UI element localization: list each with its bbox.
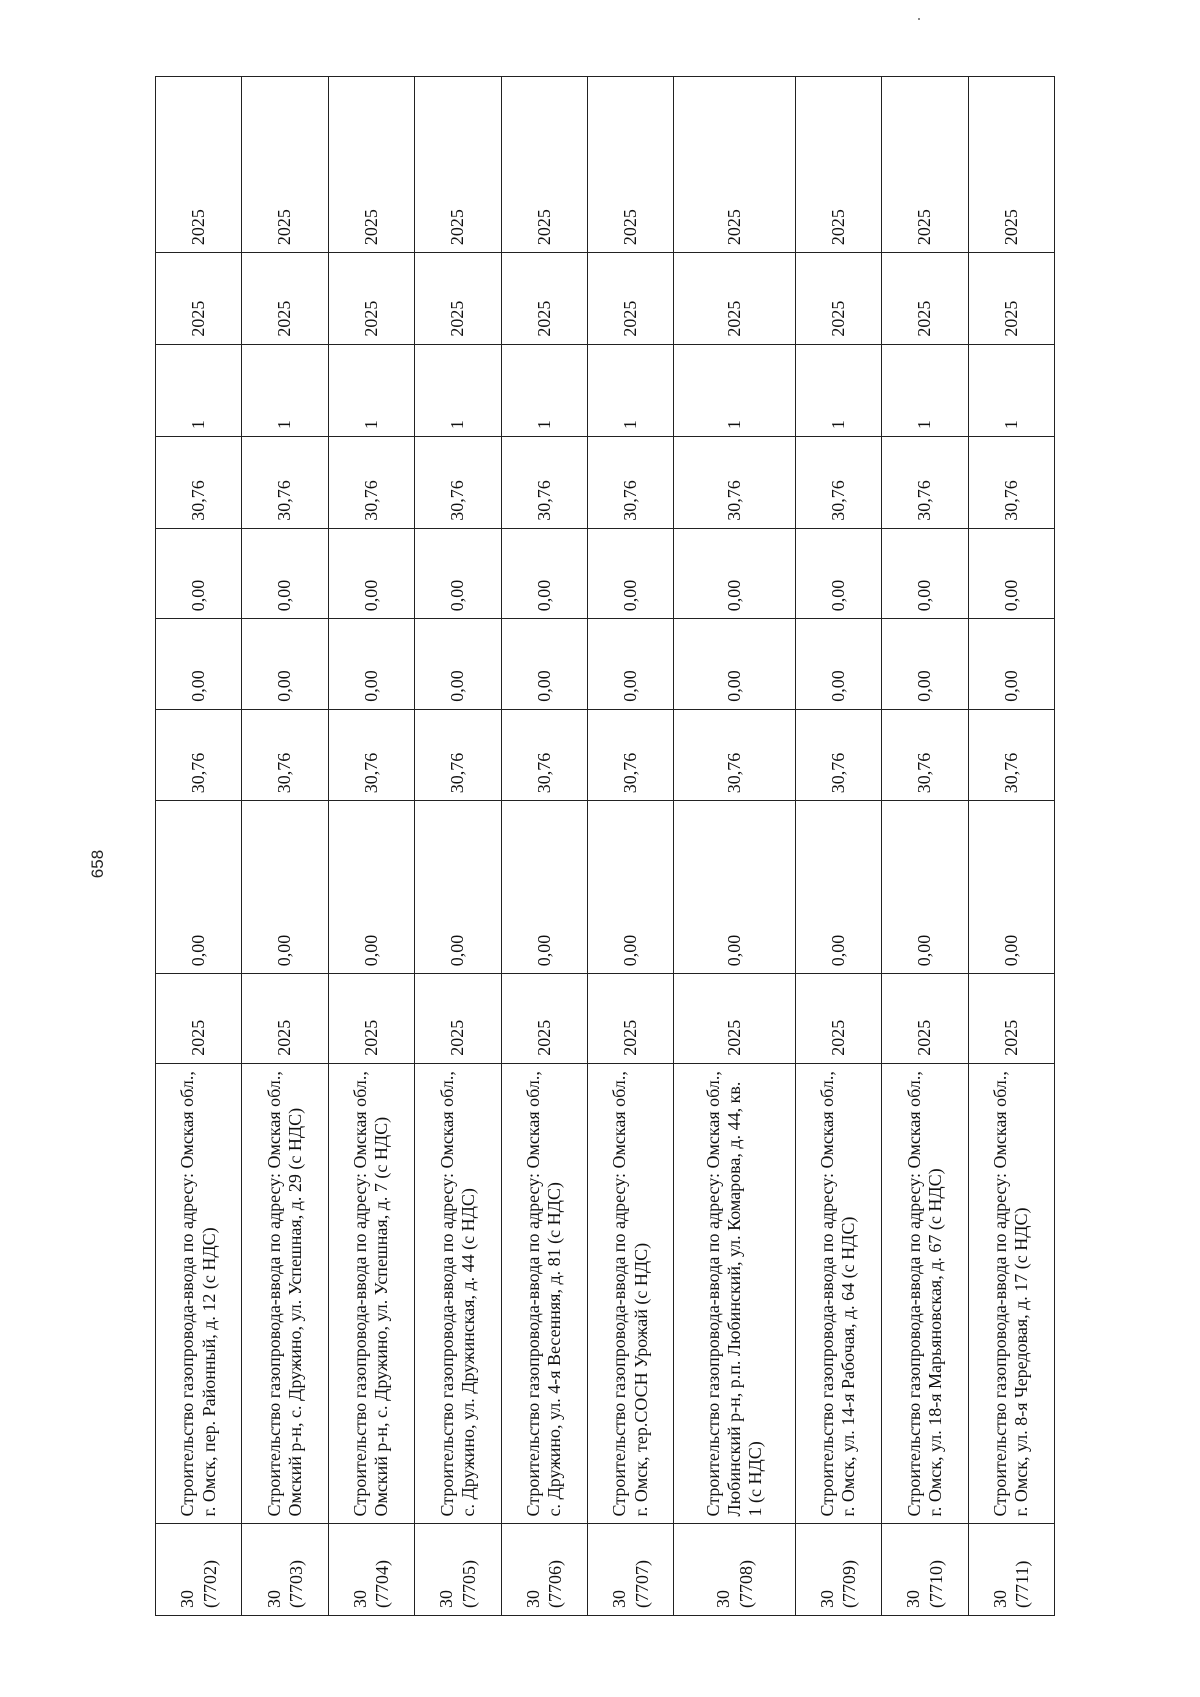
row-value-5: 30,76 [674, 437, 796, 529]
row-value-5: 30,76 [501, 437, 587, 529]
table-row [242, 77, 328, 1616]
row-id-cell [587, 1524, 673, 1616]
row-id-cell [156, 1524, 242, 1616]
row-description: Строительство газопровода-ввода по адресу: Омская обл., Любинский р-н, р.п. Любинский, ул. Комарова, д. 44, кв. 1 (с НДС) [674, 1063, 796, 1524]
row-start-year: 2025 [415, 253, 501, 345]
row-code: (7704) [372, 1560, 393, 1608]
row-end-year: 2025 [242, 77, 328, 253]
row-value-4: 0,00 [156, 528, 242, 619]
row-value-2: 30,76 [795, 709, 881, 801]
row-year: 2025 [795, 974, 881, 1064]
row-number: 30 [522, 1590, 543, 1608]
row-value-2: 30,76 [674, 709, 796, 801]
row-value-6: 1 [795, 344, 881, 437]
row-value-5: 30,76 [415, 437, 501, 529]
table-row [328, 77, 414, 1616]
row-value-4: 0,00 [242, 528, 328, 619]
row-value-4: 0,00 [882, 528, 968, 619]
row-year: 2025 [328, 974, 414, 1064]
row-start-year: 2025 [882, 253, 968, 345]
row-end-year: 2025 [156, 77, 242, 253]
row-value-5: 30,76 [328, 437, 414, 529]
row-value-5: 30,76 [795, 437, 881, 529]
row-value-3: 0,00 [328, 619, 414, 710]
row-value-4: 0,00 [415, 528, 501, 619]
row-value-4: 0,00 [795, 528, 881, 619]
row-value-2: 30,76 [242, 709, 328, 801]
row-value-4: 0,00 [674, 528, 796, 619]
row-value-4: 0,00 [587, 528, 673, 619]
row-end-year: 2025 [674, 77, 796, 253]
row-description: Строительство газопровода-ввода по адресу: Омская обл., г. Омск, ул. 18-я Марьяновская, д. 67 (с НДС) [882, 1063, 968, 1524]
row-value-2: 30,76 [587, 709, 673, 801]
row-code: (7707) [631, 1560, 652, 1608]
row-value-1: 0,00 [415, 801, 501, 974]
row-description: Строительство газопровода-ввода по адресу: Омская обл., г. Омск, ул. 14-я Рабочая, д. 64 (с НДС) [795, 1063, 881, 1524]
table-row [501, 77, 587, 1616]
row-value-3: 0,00 [501, 619, 587, 710]
row-start-year: 2025 [674, 253, 796, 345]
row-year: 2025 [501, 974, 587, 1064]
row-value-1: 0,00 [795, 801, 881, 974]
row-value-3: 0,00 [415, 619, 501, 710]
row-value-5: 30,76 [156, 437, 242, 529]
row-end-year: 2025 [795, 77, 881, 253]
row-code: (7711) [1012, 1560, 1033, 1608]
table-row [968, 77, 1055, 1616]
row-value-3: 0,00 [882, 619, 968, 710]
rotated-table-container [155, 76, 1055, 1616]
row-value-2: 30,76 [156, 709, 242, 801]
row-value-3: 0,00 [156, 619, 242, 710]
row-value-6: 1 [674, 344, 796, 437]
row-description: Строительство газопровода-ввода по адресу: Омская обл., с. Дружино, ул. Дружинская, д. 44 (с НДС) [415, 1063, 501, 1524]
row-end-year: 2025 [882, 77, 968, 253]
row-end-year: 2025 [501, 77, 587, 253]
row-value-1: 0,00 [587, 801, 673, 974]
row-description: Строительство газопровода-ввода по адресу: Омская обл., г. Омск, пер. Районный, д. 12 (с НДС) [156, 1063, 242, 1524]
row-end-year: 2025 [587, 77, 673, 253]
row-end-year: 2025 [968, 77, 1055, 253]
row-number: 30 [989, 1590, 1010, 1608]
row-value-6: 1 [242, 344, 328, 437]
table-row [587, 77, 673, 1616]
row-value-1: 0,00 [674, 801, 796, 974]
table-row [415, 77, 501, 1616]
row-value-5: 30,76 [968, 437, 1055, 529]
rotated-table-frame [155, 76, 1055, 1616]
row-value-6: 1 [501, 344, 587, 437]
row-start-year: 2025 [968, 253, 1055, 345]
row-start-year: 2025 [795, 253, 881, 345]
row-id-cell [795, 1524, 881, 1616]
row-value-2: 30,76 [328, 709, 414, 801]
gas-pipeline-table [155, 76, 1055, 1616]
row-value-5: 30,76 [242, 437, 328, 529]
row-number: 30 [349, 1590, 370, 1608]
row-year: 2025 [674, 974, 796, 1064]
row-value-1: 0,00 [968, 801, 1055, 974]
row-value-6: 1 [156, 344, 242, 437]
row-value-3: 0,00 [587, 619, 673, 710]
row-code: (7702) [199, 1560, 220, 1608]
row-value-3: 0,00 [968, 619, 1055, 710]
row-description: Строительство газопровода-ввода по адресу: Омская обл., Омский р-н, с. Дружино, ул. Успешная, д. 7 (с НДС) [328, 1063, 414, 1524]
table-body [156, 77, 1055, 1616]
row-value-5: 30,76 [587, 437, 673, 529]
row-id-cell [882, 1524, 968, 1616]
row-year: 2025 [415, 974, 501, 1064]
row-value-3: 0,00 [242, 619, 328, 710]
row-start-year: 2025 [242, 253, 328, 345]
row-id-cell [501, 1524, 587, 1616]
row-value-4: 0,00 [968, 528, 1055, 619]
table-row [882, 77, 968, 1616]
row-id-cell [242, 1524, 328, 1616]
row-value-3: 0,00 [795, 619, 881, 710]
row-value-6: 1 [328, 344, 414, 437]
row-value-4: 0,00 [328, 528, 414, 619]
row-start-year: 2025 [328, 253, 414, 345]
row-start-year: 2025 [587, 253, 673, 345]
row-value-1: 0,00 [328, 801, 414, 974]
row-value-6: 1 [882, 344, 968, 437]
row-number: 30 [609, 1590, 630, 1608]
row-id-cell [968, 1524, 1055, 1616]
table-row [156, 77, 242, 1616]
row-value-2: 30,76 [968, 709, 1055, 801]
row-number: 30 [713, 1590, 733, 1608]
row-value-2: 30,76 [882, 709, 968, 801]
row-value-2: 30,76 [415, 709, 501, 801]
page-number: 658 [88, 849, 107, 879]
row-code: (7709) [839, 1560, 860, 1608]
row-description: Строительство газопровода-ввода по адресу: Омская обл., с. Дружино, ул. 4-я Весенняя, д. 81 (с НДС) [501, 1063, 587, 1524]
row-year: 2025 [587, 974, 673, 1064]
row-number: 30 [263, 1590, 284, 1608]
row-end-year: 2025 [328, 77, 414, 253]
row-code: (7708) [735, 1560, 756, 1608]
row-number: 30 [436, 1590, 457, 1608]
row-value-1: 0,00 [242, 801, 328, 974]
row-year: 2025 [882, 974, 968, 1064]
row-number: 30 [816, 1590, 837, 1608]
row-id-cell [328, 1524, 414, 1616]
row-value-5: 30,76 [882, 437, 968, 529]
row-description: Строительство газопровода-ввода по адресу: Омская обл., Омский р-н, с. Дружино, ул. Успешная, д. 29 (с НДС) [242, 1063, 328, 1524]
row-id-cell [674, 1524, 796, 1616]
row-description: Строительство газопровода-ввода по адресу: Омская обл., г. Омск, ул. 8-я Чередовая, д. 17 (с НДС) [968, 1063, 1055, 1524]
table-row [674, 77, 796, 1616]
row-value-2: 30,76 [501, 709, 587, 801]
row-code: (7706) [545, 1560, 566, 1608]
row-id-cell [415, 1524, 501, 1616]
row-start-year: 2025 [156, 253, 242, 345]
row-code: (7705) [458, 1560, 479, 1608]
row-description: Строительство газопровода-ввода по адресу: Омская обл., г. Омск, тер.СОСН Урожай (с НДС) [587, 1063, 673, 1524]
row-code: (7710) [925, 1560, 946, 1608]
table-row [795, 77, 881, 1616]
row-value-1: 0,00 [882, 801, 968, 974]
row-value-1: 0,00 [156, 801, 242, 974]
row-year: 2025 [242, 974, 328, 1064]
row-value-6: 1 [587, 344, 673, 437]
row-value-6: 1 [968, 344, 1055, 437]
row-year: 2025 [968, 974, 1055, 1064]
row-end-year: 2025 [415, 77, 501, 253]
row-year: 2025 [156, 974, 242, 1064]
row-start-year: 2025 [501, 253, 587, 345]
scan-speck [918, 18, 920, 20]
row-number: 30 [177, 1590, 198, 1608]
row-code: (7703) [286, 1560, 307, 1608]
row-value-4: 0,00 [501, 528, 587, 619]
row-number: 30 [903, 1590, 924, 1608]
row-value-6: 1 [415, 344, 501, 437]
row-value-1: 0,00 [501, 801, 587, 974]
row-value-3: 0,00 [674, 619, 796, 710]
